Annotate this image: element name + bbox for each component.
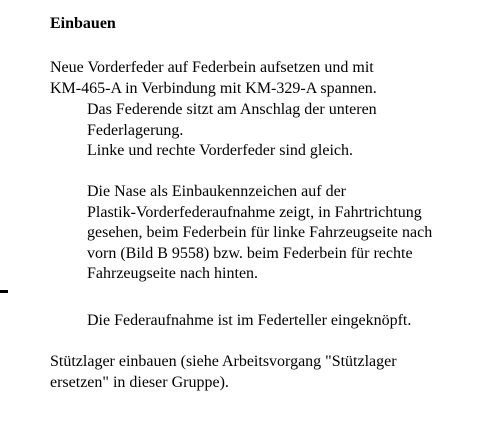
text-line: ersetzen" in dieser Gruppe). <box>50 373 229 391</box>
text-line: KM-465-A in Verbindung mit KM-329-A spannen. <box>50 79 377 97</box>
text-line: Neue Vorderfeder auf Federbein aufsetzen und mit <box>50 59 374 76</box>
text-line: Das Federende sitzt am Anschlag der unteren <box>87 101 377 118</box>
text-line: Die Federaufnahme ist im Federteller eingeknöpft. <box>87 312 412 329</box>
text-line: vorn (Bild B 9558) bzw. beim Federbein für rechte <box>87 244 413 262</box>
margin-mark <box>0 290 8 293</box>
paragraph-mounting-mark <box>87 182 432 285</box>
text-line: Stützlager einbauen (siehe Arbeitsvorgang "Stützlager <box>50 353 397 370</box>
text-line: Die Nase als Einbaukennzeichen auf der <box>87 183 346 200</box>
text-line: Linke und rechte Vorderfeder sind gleich. <box>87 142 353 159</box>
section-heading: Einbauen <box>50 15 116 32</box>
paragraph-spring-mounting <box>50 58 377 99</box>
text-line: Fahrzeugseite nach hinten. <box>87 265 259 282</box>
text-line: Plastik-Vorderfederaufnahme zeigt, in Fahrtrichtung <box>87 203 422 221</box>
paragraph-spring-seat <box>87 311 411 332</box>
text-line: gesehen, beim Federbein für linke Fahrzeugseite nach <box>87 224 433 241</box>
text-line: Federlagerung. <box>87 121 184 139</box>
paragraph-spring-end-note <box>87 100 377 162</box>
paragraph-support-bearing <box>50 352 397 393</box>
